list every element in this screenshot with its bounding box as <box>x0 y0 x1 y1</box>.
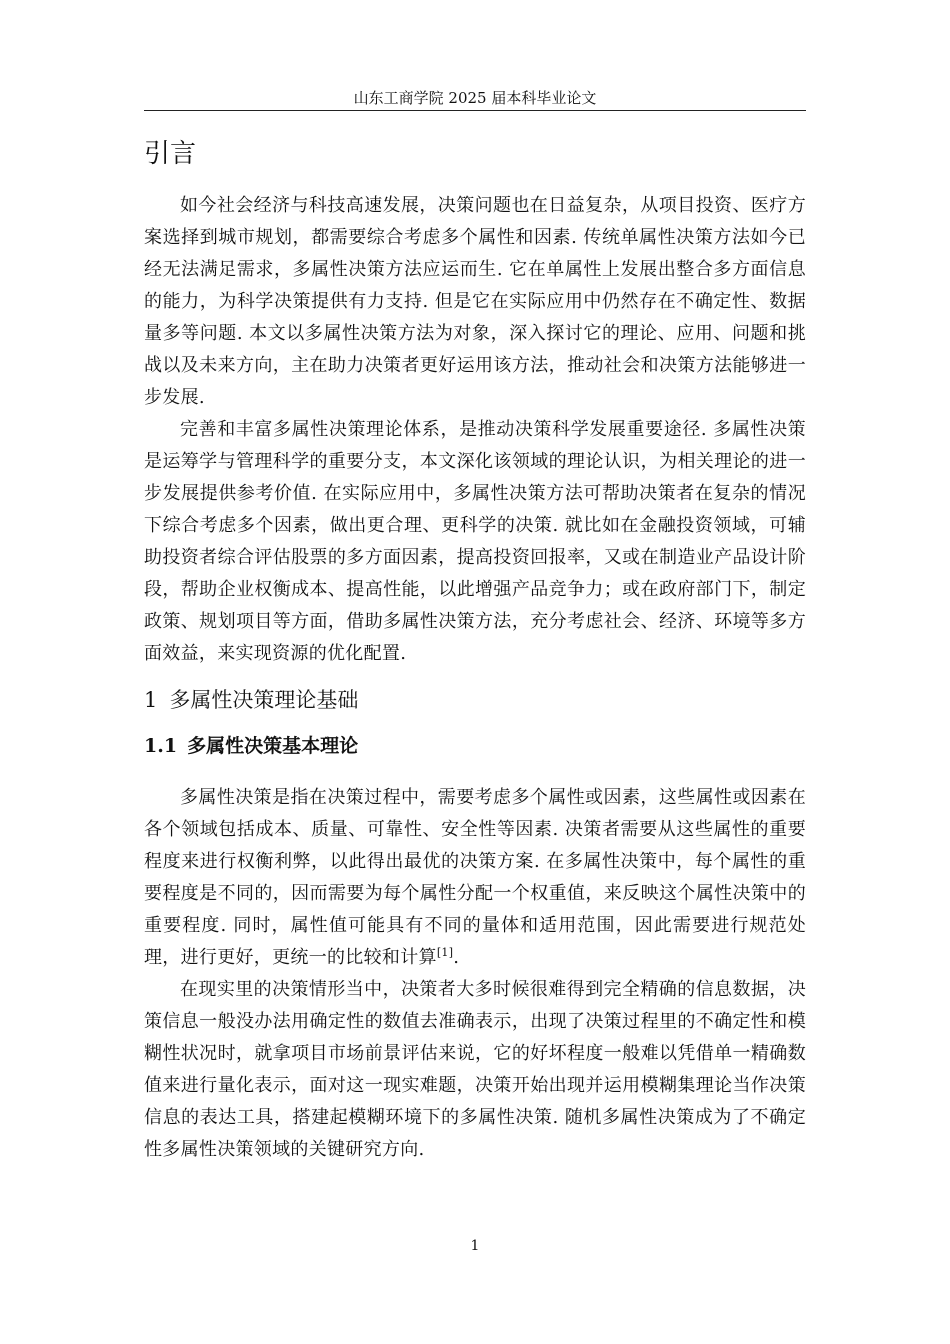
page-number: 1 <box>470 1238 480 1254</box>
section-1-1-paragraph-1 <box>144 782 806 974</box>
intro-heading: 引言 <box>144 139 197 169</box>
section-1-1-heading <box>144 730 806 762</box>
intro-paragraph-1: 如今社会经济与科技高速发展，决策问题也在日益复杂，从项目投资、医疗方案选择到城市规划，都需要综合考虑多个属性和因素. 传统单属性决策方法如今已经无法满足需求，多属性决策方法应运而生. 它在单属性上发展出整合多方面信息的能力，为科学决策提供有力支持. 但是它在实际应用中仍然存在不确定性、数据量多等问题. 本文以多属性决策方法为对象，深入探讨它的理论、应用、问题和挑战以及未来方向，主在助力决策者更好运用该方法，推动社会和决策方法能够进一步发展. <box>144 195 806 408</box>
section-1-number: 1 <box>144 688 158 712</box>
section-1-1-title: 多属性决策基本理论 <box>187 735 359 757</box>
citation-reference[interactable]: [1] <box>436 946 454 959</box>
header-divider <box>144 110 806 111</box>
intro-paragraph-2: 完善和丰富多属性决策理论体系，是推动决策科学发展重要途径. 多属性决策是运筹学与管理科学的重要分支，本文深化该领域的理论认识，为相关理论的进一步发展提供参考价值. 在实际应用中，多属性决策方法可帮助决策者在复杂的情况下综合考虑多个因素，做出更合理、更科学的决策. 就比如在金融投资领域，可辅助投资者综合评估股票的多方面因素，提高投资回报率，又或在制造业产品设计阶段，帮助企业权衡成本、提高性能，以此增强产品竞争力；或在政府部门下，制定政策、规划项目等方面，借助多属性决策方法，充分考虑社会、经济、环境等多方面效益，来实现资源的优化配置. <box>144 419 806 664</box>
page-body <box>144 134 806 1166</box>
section-1-1-paragraph-2: 在现实里的决策情形当中，决策者大多时候很难得到完全精确的信息数据，决策信息一般没办法用确定性的数值去准确表示，出现了决策过程里的不确定性和模糊性状况时，就拿项目市场前景评估来说，它的好坏程度一般难以凭借单一精确数值来进行量化表示，面对这一现实难题，决策开始出现并运用模糊集理论当作决策信息的表达工具，搭建起模糊环境下的多属性决策. 随机多属性决策成为了不确定性多属性决策领域的关键研究方向. <box>144 979 806 1160</box>
section-1-title: 多属性决策理论基础 <box>169 688 359 712</box>
running-header: 山东工商学院 2025 届本科毕业论文 <box>353 89 597 107</box>
section-1-1-number: 1.1 <box>144 735 178 757</box>
paragraph-text: 多属性决策是指在决策过程中，需要考虑多个属性或因素，这些属性或因素在各个领域包括成本、质量、可靠性、安全性等因素. 决策者需要从这些属性的重要程度来进行权衡利弊，以此得出最优的决策方案. 在多属性决策中，每个属性的重要程度是不同的，因而需要为每个属性分配一个权重值，来反映这个属性决策中的重要程度. 同时，属性值可能具有不同的量体和适用范围，因此需要进行规范处理，进行更好，更统一的比较和计算 <box>144 787 806 968</box>
section-1-heading <box>144 684 806 716</box>
paragraph-end: . <box>453 947 460 968</box>
